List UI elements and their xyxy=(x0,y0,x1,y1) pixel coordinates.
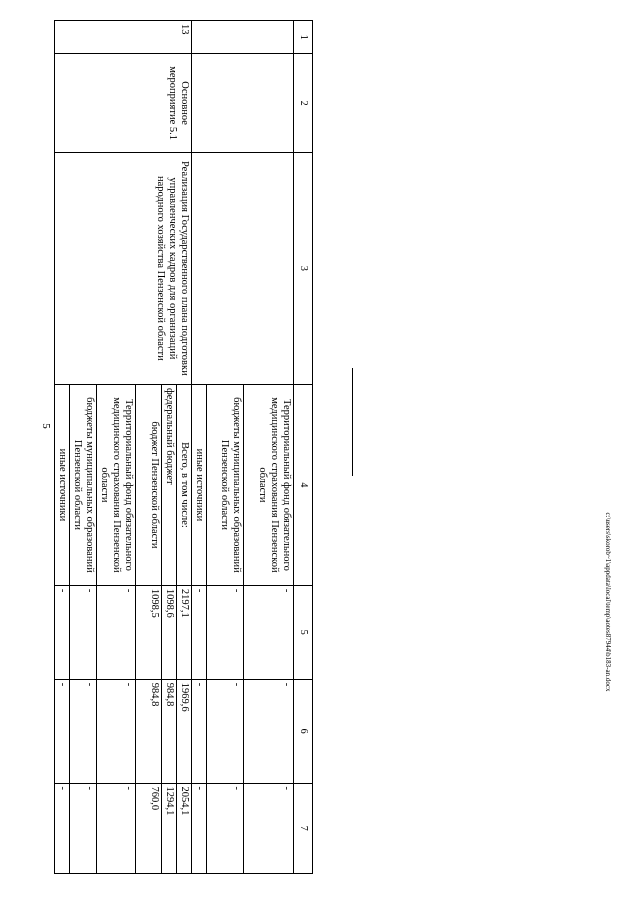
value-cell: - xyxy=(207,585,244,679)
event-description-cell: Реализация Государственного плана подготовки управленческих кадров для организаций народного хозяйства Пензенской области xyxy=(55,152,192,384)
header-row xyxy=(294,21,313,874)
source-cell: Территориальный фонд обязательного медицинского страхования Пензенской области xyxy=(244,384,294,585)
header-cell-1: 1 xyxy=(294,21,313,54)
table-row xyxy=(244,21,294,874)
header-cell-7: 7 xyxy=(294,783,313,873)
value-cell: - xyxy=(55,679,70,783)
empty-cell xyxy=(192,21,294,54)
value-cell: - xyxy=(192,585,207,679)
value-cell: - xyxy=(70,783,97,873)
value-cell: - xyxy=(97,679,136,783)
value-cell: 984,8 xyxy=(162,679,177,783)
source-cell: федеральный бюджет xyxy=(162,384,177,585)
page-number: 5 xyxy=(40,423,52,429)
value-cell: - xyxy=(192,679,207,783)
value-cell: - xyxy=(207,783,244,873)
value-cell: - xyxy=(207,679,244,783)
value-cell: 760,0 xyxy=(136,783,162,873)
value-cell: - xyxy=(55,783,70,873)
value-cell: 1969,6 xyxy=(177,679,192,783)
table-stage xyxy=(57,20,313,874)
header-cell-5: 5 xyxy=(294,585,313,679)
header-cell-3: 3 xyxy=(294,152,313,384)
value-cell: - xyxy=(70,679,97,783)
value-cell: - xyxy=(55,585,70,679)
source-cell: Всего, в том числе: xyxy=(177,384,192,585)
source-cell: бюджеты муниципальных образований Пензенской области xyxy=(207,384,244,585)
source-cell: бюджет Пензенской области xyxy=(136,384,162,585)
value-cell: 1098,6 xyxy=(162,585,177,679)
event-name-cell: Основное мероприятие 5.1 xyxy=(55,54,192,152)
value-cell: - xyxy=(192,783,207,873)
value-cell: - xyxy=(70,585,97,679)
rotated-table-wrapper xyxy=(57,20,313,874)
footer-path-box xyxy=(598,512,618,692)
source-cell: иные источники xyxy=(192,384,207,585)
value-cell: 2197,1 xyxy=(177,585,192,679)
source-cell: бюджеты муниципальных образований Пензенской области xyxy=(70,384,97,585)
empty-cell xyxy=(192,152,294,384)
value-cell: 984,8 xyxy=(136,679,162,783)
value-cell: - xyxy=(244,679,294,783)
header-cell-6: 6 xyxy=(294,679,313,783)
footer-path: c:\users\skorob~1\appdata\local\temp\aotes87944\b183-an.docx xyxy=(604,512,612,692)
empty-cell xyxy=(192,54,294,152)
value-cell: - xyxy=(244,585,294,679)
value-cell: 1098,5 xyxy=(136,585,162,679)
value-cell: 1294,1 xyxy=(162,783,177,873)
value-cell: - xyxy=(97,783,136,873)
source-cell: иные источники xyxy=(55,384,70,585)
funding-table xyxy=(54,20,313,874)
table-row xyxy=(177,21,192,874)
header-cell-4: 4 xyxy=(294,384,313,585)
value-cell: - xyxy=(244,783,294,873)
header-cell-2: 2 xyxy=(294,54,313,152)
source-cell: Территориальный фонд обязательного медицинского страхования Пензенской области xyxy=(97,384,136,585)
separator-line xyxy=(352,368,353,476)
value-cell: 2054,1 xyxy=(177,783,192,873)
value-cell: - xyxy=(97,585,136,679)
row-number-cell: 13 xyxy=(55,21,192,54)
